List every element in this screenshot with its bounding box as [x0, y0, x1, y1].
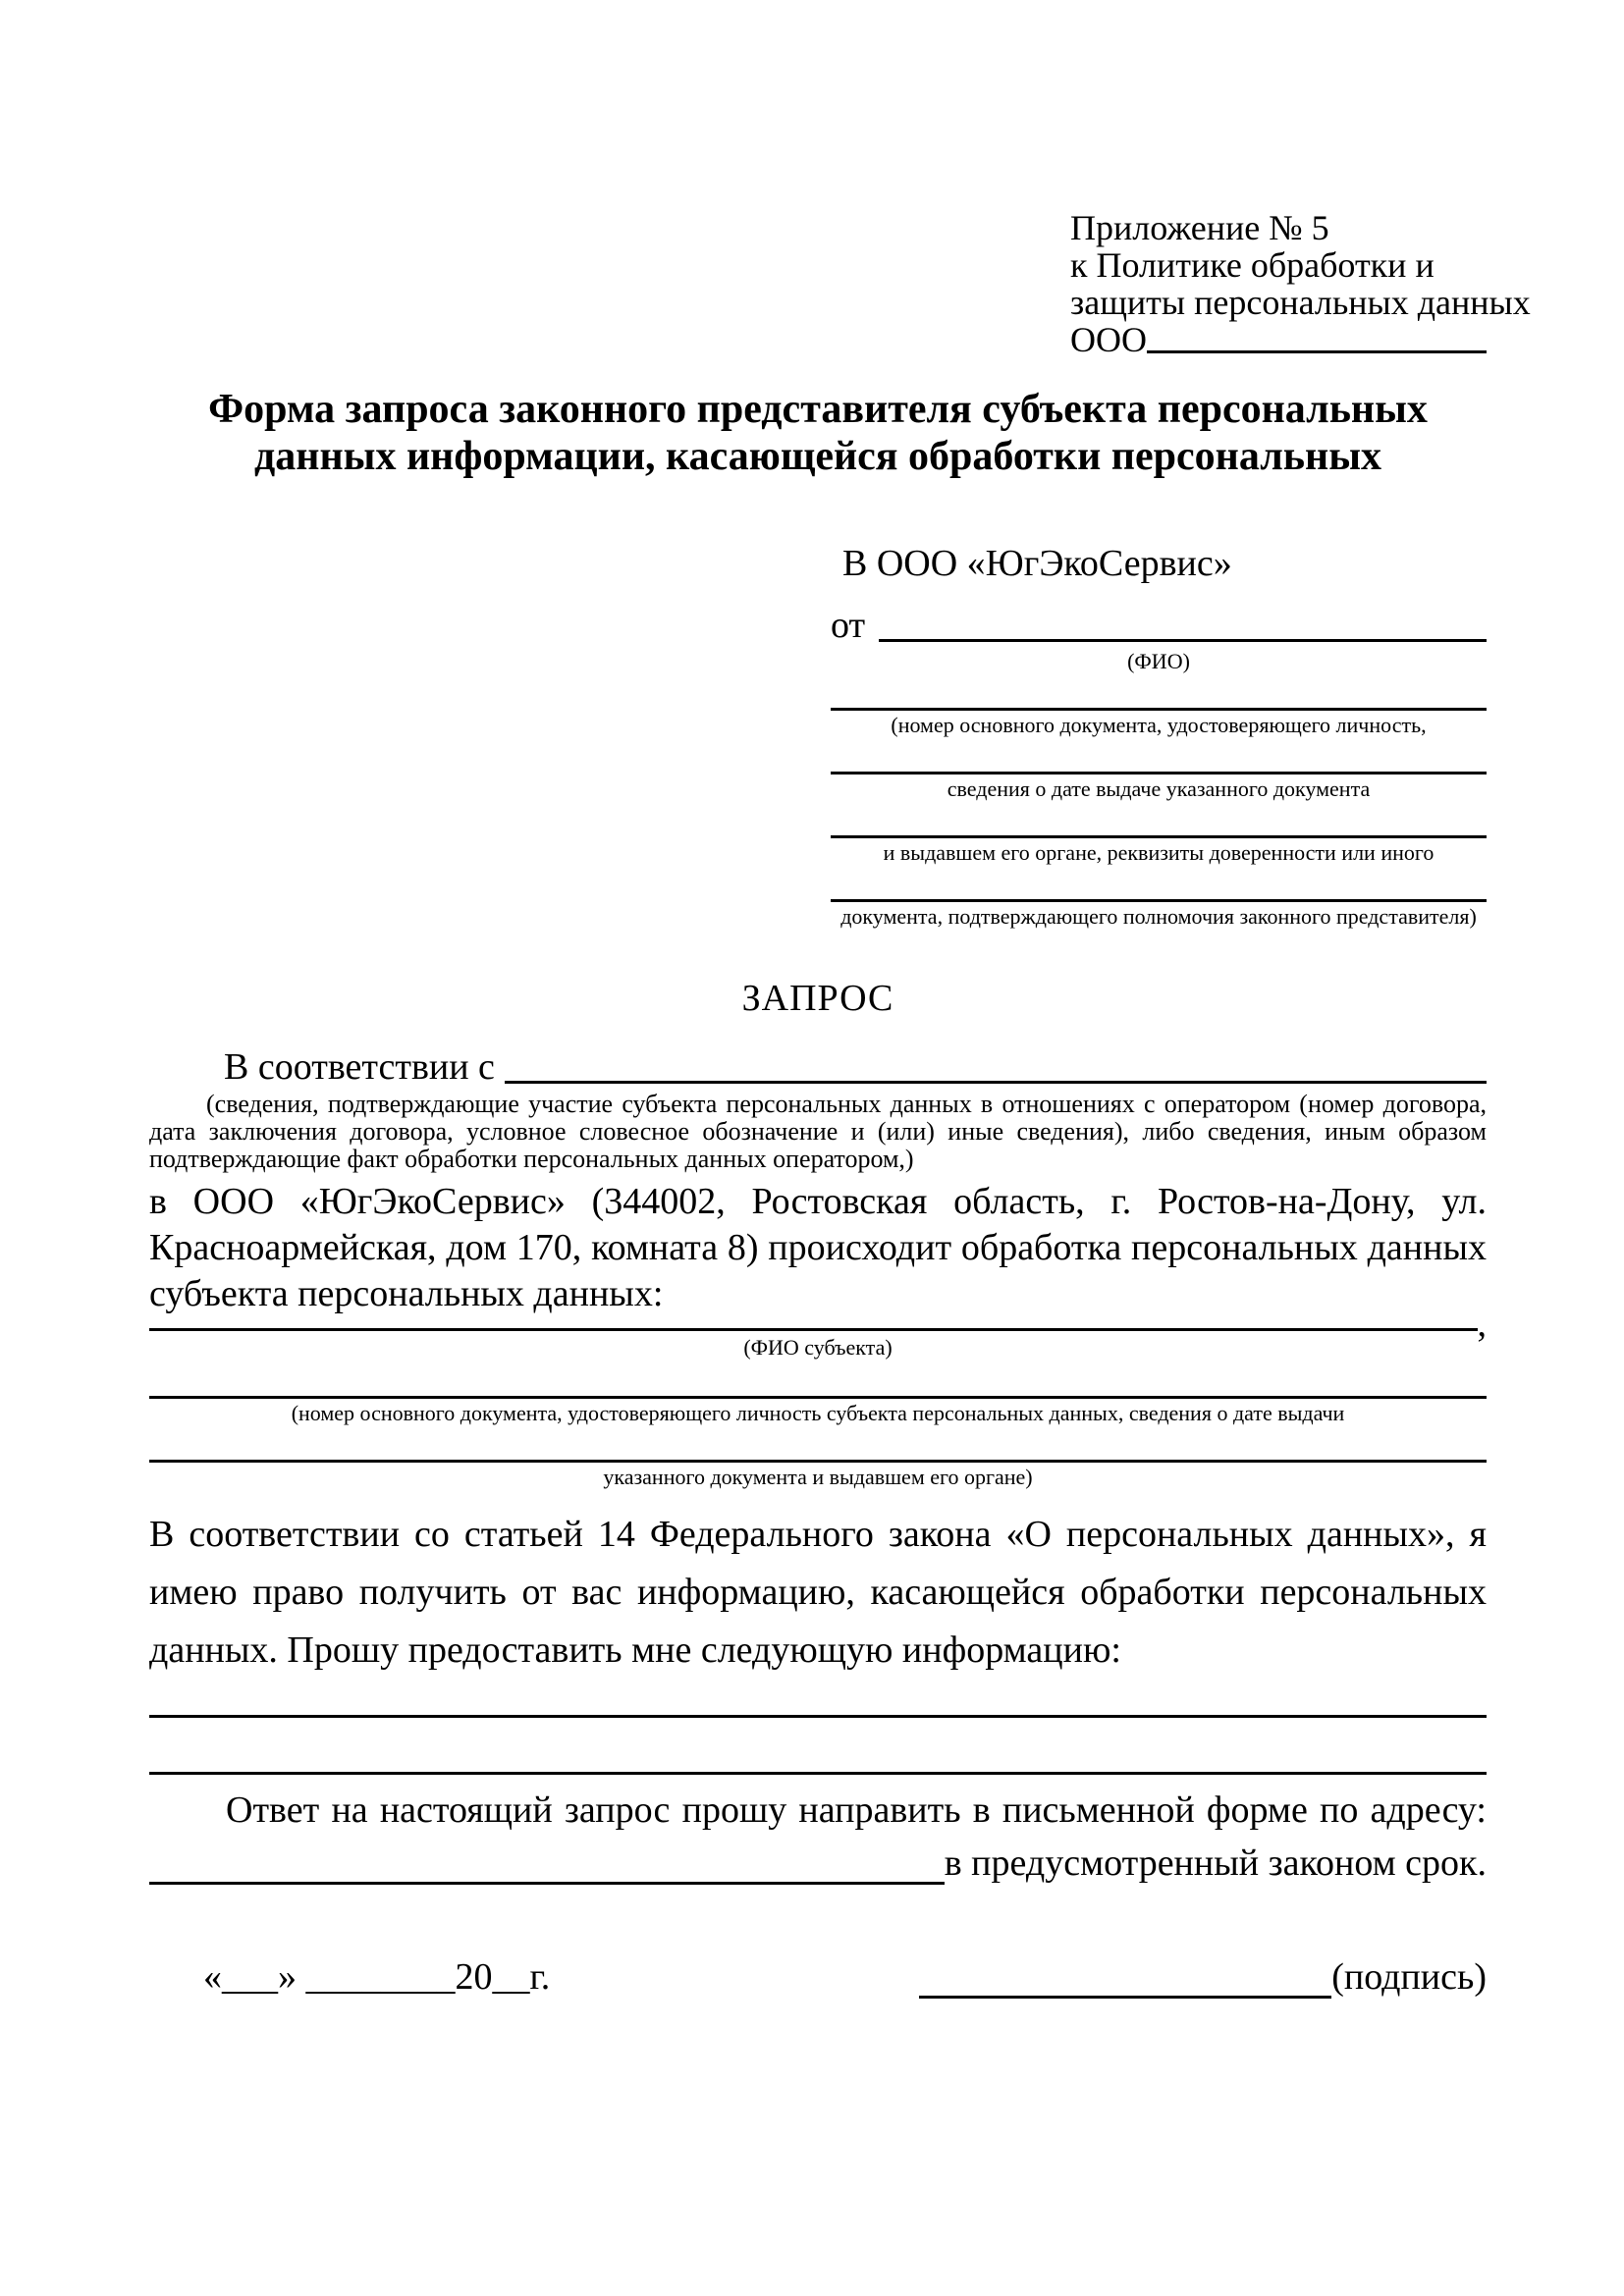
subject-fio-row: [149, 1304, 1487, 1345]
appendix-note: [1070, 208, 1531, 359]
representative-doc-hint-4: документа, подтверждающего полномочия законного представителя): [840, 904, 1477, 929]
representative-doc-blank-2: [831, 772, 1487, 774]
from-label: от: [831, 605, 866, 646]
addressee-organization: В ООО «ЮгЭкоСервис»: [842, 543, 1232, 584]
info-blank-line-1: [149, 1715, 1487, 1718]
subject-doc-hint-1: (номер основного документа, удостоверяющего личность субъекта персональных данных, сведения о дате выдачи: [291, 1401, 1345, 1425]
subject-doc-blank-2: [149, 1460, 1487, 1463]
representative-doc-blank-1: [831, 708, 1487, 711]
subject-doc-blank-1: [149, 1396, 1487, 1399]
accordance-row: [149, 1045, 1487, 1089]
appendix-line-3: защиты персональных данных: [1070, 283, 1531, 322]
footer-row: [149, 1955, 1487, 1999]
date-blank: «___» ________20__г.: [203, 1956, 551, 1998]
company-name-blank: [1147, 350, 1487, 353]
subject-fio-blank: [149, 1328, 1478, 1331]
signature-area: [919, 1955, 1487, 1999]
from-row: [831, 606, 1487, 647]
addressee-block: [831, 543, 1487, 930]
representative-doc-blank-4: [831, 899, 1487, 902]
representative-fio-blank: [879, 639, 1487, 642]
form-title: [149, 386, 1487, 480]
representative-doc-hint-2: сведения о дате выдаче указанного документа: [947, 776, 1371, 801]
reply-suffix-row: [149, 1843, 1487, 1885]
trailing-comma: ,: [1477, 1304, 1487, 1345]
subject-fio-hint: (ФИО субъекта): [743, 1335, 893, 1360]
reply-paragraph: Ответ на настоящий запрос прошу направить в письменной форме по адресу:: [226, 1789, 1487, 1831]
subject-doc-hint-2: указанного документа и выдавшем его органе): [603, 1465, 1033, 1489]
representative-doc-hint-3: и выдавшем его органе, реквизиты доверенности или иного: [883, 840, 1435, 865]
info-blank-line-2: [149, 1772, 1487, 1775]
fio-hint: (ФИО): [1127, 649, 1190, 673]
appendix-line-2: к Политике обработки и: [1070, 245, 1435, 285]
rights-paragraph: В соответствии со статьей 14 Федерального закона «О персональных данных», я имею право получить от вас информацию, касающейся обработки персональных данных. Прошу предоставить мне следующую информацию:: [149, 1514, 1487, 1671]
signature-blank: [919, 1956, 1331, 1999]
appendix-line-1: Приложение № 5: [1070, 208, 1329, 247]
accordance-prefix: В соответствии с: [224, 1046, 495, 1088]
reply-address-blank: [149, 1882, 945, 1885]
representative-doc-blank-3: [831, 835, 1487, 838]
form-title-line-2: данных информации, касающейся обработки персональных: [254, 434, 1381, 479]
representative-doc-hint-1: (номер основного документа, удостоверяющего личность,: [891, 713, 1427, 737]
operator-paragraph: в ООО «ЮгЭкоСервис» (344002, Ростовская область, г. Ростов-на-Дону, ул. Красноармейская, дом 170, комната 8) происходит обработка персональных данных субъекта персональных данных:: [149, 1181, 1487, 1314]
accordance-hint: (сведения, подтверждающие участие субъекта персональных данных в отношениях с оператором (номер договора, дата заключения договора, условное словесное обозначение и (или) иные сведения), либо сведения, иным образом подтверждающие факт обработки персональных данных оператором,): [149, 1090, 1487, 1173]
accordance-blank: [505, 1081, 1487, 1084]
company-line: [1070, 321, 1487, 358]
form-title-line-1: Форма запроса законного представителя субъекта персональных: [208, 387, 1428, 432]
signature-hint: (подпись): [1331, 1956, 1487, 1998]
reply-suffix: в предусмотренный законом срок.: [944, 1842, 1487, 1884]
request-heading: ЗАПРОС: [741, 978, 894, 1019]
company-prefix: ООО: [1070, 320, 1147, 359]
